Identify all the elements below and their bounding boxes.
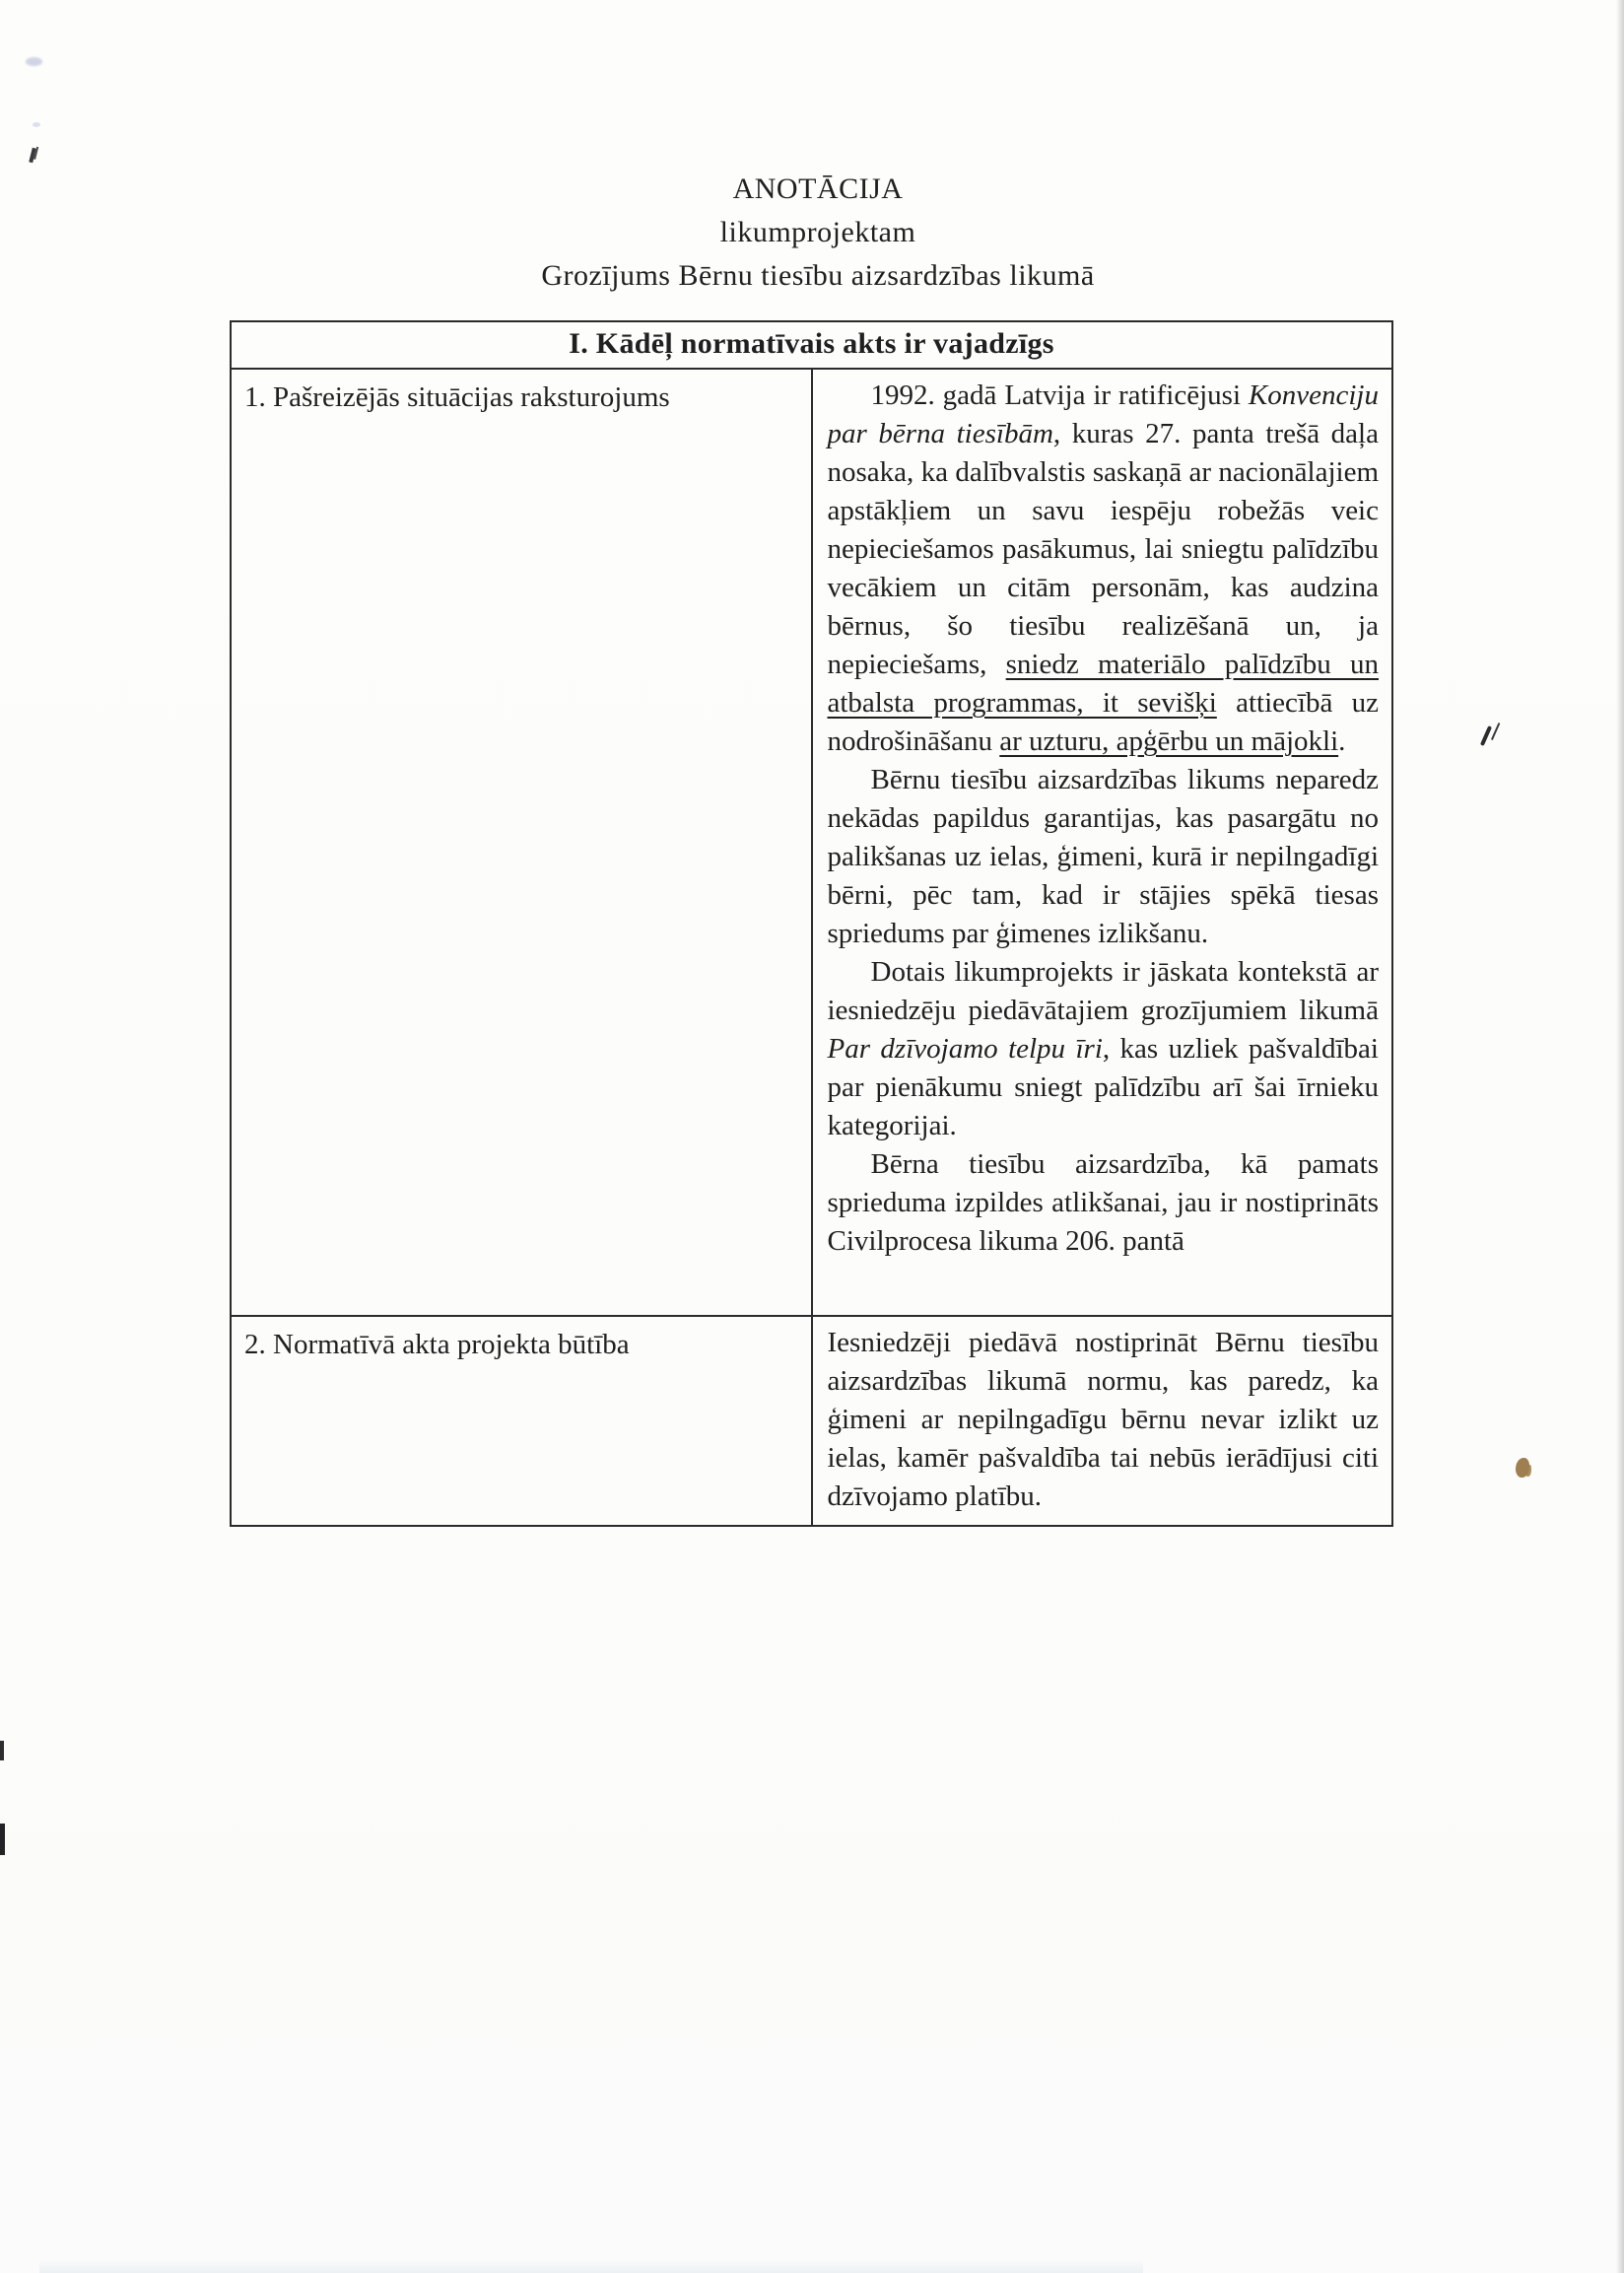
document-title: ANOTĀCIJA <box>732 172 904 205</box>
scan-dot-artifact <box>33 122 40 127</box>
row1-label-cell: 1. Pašreizējās situācijas raksturojums <box>231 369 812 1316</box>
table-row <box>231 1316 1392 1526</box>
row2-content-cell: Iesniedzēji piedāvā nostiprināt Bērnu tiesību aizsardzības likumā normu, kas paredz, ka ģimeni ar nepilngadīgu bērnu nevar izlikt uz ielas, kamēr pašvaldība tai nebūs ierādījusi citi dzīvojamo platību. <box>812 1316 1393 1526</box>
row1-content-cell: 1992. gadā Latvija ir ratificējusi Konvenciju par bērna tiesībām, kuras 27. panta trešā daļa nosaka, ka dalībvalstis saskaņā ar nacionālajiem apstākļiem un savu iespēju robežās veic nepieciešamos pasākumus, lai sniegtu palīdzību vecākiem un citām personām, kas audzina bērnus, šo tiesību realizēšanā un, ja nepieciešams, sniedz materiālo palīdzību un atbalsta programmas, it sevišķi attiecībā uz nodrošināšanu ar uzturu, apģērbu un mājokli. Bērnu tiesību aizsardzības likums neparedz nekādas papildus garantijas, kas pasargātu no palikšanas uz ielas, ģimeni, kurā ir nepilngadīgi bērni, pēc tam, kad ir stājies spēkā tiesas spriedums par ģimenes izlikšanu. Dotais likumprojekts ir jāskata kontekstā ar iesniedzēju piedāvātajiem grozījumiem likumā Par dzīvojamo telpu īri, kas uzliek pašvaldībai par pienākumu sniegt palīdzību arī šai īrnieku kategorijai. Bērna tiesību aizsardzība, kā pamats sprieduma izpildes atlikšanai, jau ir nostiprināts Civilprocesa likuma 206. pantā <box>812 369 1393 1316</box>
scan-brown-stain <box>1516 1458 1529 1478</box>
table-section-header: I. Kādēļ normatīvais akts ir vajadzīgs <box>231 321 1392 369</box>
scan-ink-squiggle <box>1480 725 1492 746</box>
table-row <box>231 369 1392 1316</box>
scan-edge-shadow <box>1616 0 1624 2273</box>
annotation-table <box>230 320 1393 1527</box>
scan-left-edge-mark <box>0 1741 4 1760</box>
document-title-block <box>0 168 1624 298</box>
scan-smudge-artifact <box>26 57 42 66</box>
scan-left-edge-mark <box>0 1824 5 1855</box>
scan-bottom-mottle <box>39 2260 1143 2273</box>
document-law-name: Grozījums Bērnu tiesību aizsardzības likumā <box>541 259 1095 292</box>
scan-ink-mark <box>29 148 36 164</box>
row2-label-cell: 2. Normatīvā akta projekta būtība <box>231 1316 812 1526</box>
table-header-row <box>231 321 1392 369</box>
document-subtitle: likumprojektam <box>719 216 916 248</box>
